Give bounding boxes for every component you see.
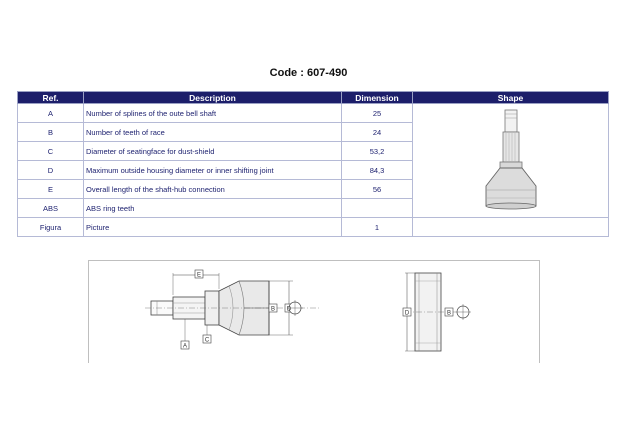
row-ref: E	[18, 180, 84, 199]
row-ref: D	[18, 161, 84, 180]
table-row	[18, 218, 609, 237]
row-description: Diameter of seatingface for dust-shield	[84, 142, 342, 161]
label-d2: D	[404, 310, 410, 317]
row-description: ABS ring teeth	[84, 199, 342, 218]
row-description: Picture	[84, 218, 342, 237]
row-dimension: 84,3	[342, 161, 413, 180]
row-description: Number of teeth of race	[84, 123, 342, 142]
row-description: Maximum outside housing diameter or inner shifting joint	[84, 161, 342, 180]
label-c: C	[204, 337, 210, 344]
label-b2: B	[446, 310, 452, 317]
row-description: Overall length of the shaft-hub connection	[84, 180, 342, 199]
label-d: D	[286, 306, 292, 313]
technical-drawing-svg	[89, 261, 539, 363]
column-header-description: Description	[84, 92, 342, 104]
specification-table	[17, 91, 609, 237]
shape-empty-cell	[413, 218, 609, 237]
label-a: A	[182, 343, 188, 350]
row-dimension	[342, 199, 413, 218]
shape-cell	[413, 104, 609, 218]
row-ref: ABS	[18, 199, 84, 218]
table-row	[18, 104, 609, 123]
label-b: B	[270, 306, 276, 313]
row-description: Number of splines of the oute bell shaft	[84, 104, 342, 123]
technical-drawing	[88, 260, 540, 363]
row-dimension: 53,2	[342, 142, 413, 161]
row-ref: A	[18, 104, 84, 123]
column-header-ref: Ref.	[18, 92, 84, 104]
row-dimension: 56	[342, 180, 413, 199]
row-ref: B	[18, 123, 84, 142]
row-dimension: 25	[342, 104, 413, 123]
table-header-row	[18, 92, 609, 104]
row-dimension: 1	[342, 218, 413, 237]
row-dimension: 24	[342, 123, 413, 142]
front-view	[403, 273, 471, 351]
row-ref: C	[18, 142, 84, 161]
cv-joint-shape-image	[476, 106, 546, 214]
page-title: Code : 607-490	[269, 67, 348, 79]
column-header-shape: Shape	[413, 92, 609, 104]
column-header-dimension: Dimension	[342, 92, 413, 104]
side-view	[145, 270, 319, 349]
row-ref: Figura	[18, 218, 84, 237]
label-e: E	[196, 272, 202, 279]
